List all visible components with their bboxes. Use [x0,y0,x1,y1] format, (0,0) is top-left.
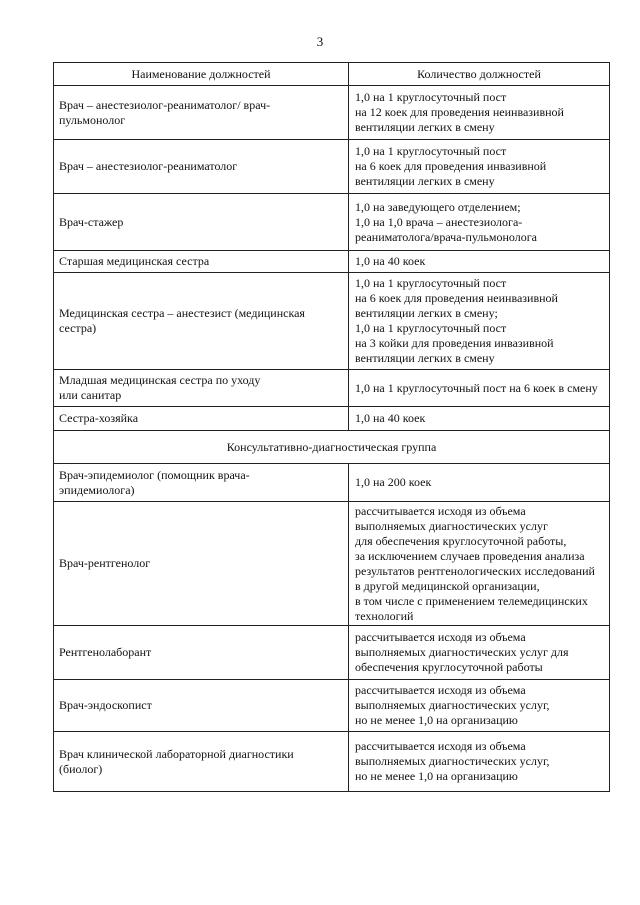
position-count [349,732,610,792]
table-header-row [54,63,610,86]
position-count [349,273,610,370]
table-row [54,251,610,273]
position-count [349,502,610,626]
position-count-line: вентиляции легких в смену [355,351,495,365]
position-count-line: на 12 коек для проведения неинвазивной [355,105,564,119]
position-count-line: 1,0 на 1 круглосуточный пост на 6 коек в смену [355,380,598,395]
position-name-line: пульмонолог [59,112,126,127]
position-count-line: 1,0 на 40 коек [355,254,426,268]
position-name [54,251,349,273]
position-name [54,626,349,680]
position-count [349,251,610,273]
position-name-line: Врач-стажер [59,214,124,229]
position-count-line: обеспечения круглосуточной работы [355,660,543,674]
position-name-line: Сестра-хозяйка [59,411,139,425]
position-name-line: Старшая медицинская сестра [59,254,210,268]
position-count-line: рассчитывается исходя из объема [355,739,526,753]
position-count-line: технологий [355,608,414,623]
position-count-line: на 6 коек для проведения неинвазивной [355,291,558,305]
position-count-line: результатов рентгенологических исследований [355,563,595,578]
table-row [54,732,610,792]
position-count [349,140,610,194]
position-name [54,502,349,626]
position-count-line: но не менее 1,0 на организацию [355,713,518,727]
position-count-line: на 6 коек для проведения инвазивной [355,159,547,173]
position-count [349,680,610,732]
page-number: 3 [316,34,324,49]
position-name [54,140,349,194]
table-row [54,502,610,626]
position-count-line: рассчитывается исходя из объема [355,630,526,644]
position-count-line: 1,0 на 1,0 врача – анестезиолога- [355,214,523,229]
position-name-line: эпидемиолога) [59,482,135,497]
column-header-count: Количество должностей [349,63,610,86]
position-count-line: выполняемых диагностических услуг, [355,754,550,768]
position-count-line: в том числе с применением телемедицинских [355,593,588,608]
section-title: Консультативно-диагностическая группа [54,431,610,464]
position-name [54,407,349,431]
table-row [54,273,610,370]
position-name [54,370,349,407]
position-count-line: 1,0 на 1 круглосуточный пост [355,276,507,290]
position-count-line: но не менее 1,0 на организацию [355,769,518,783]
table-row [54,464,610,502]
position-count-line: рассчитывается исходя из объема [355,503,526,518]
position-name [54,680,349,732]
position-count-line: в другой медицинской организации, [355,578,540,593]
position-count-line: 1,0 на 1 круглосуточный пост [355,321,507,335]
position-name-line: Врач клинической лабораторной диагностики [59,746,294,761]
position-count-line: вентиляции легких в смену [355,120,495,134]
position-count [349,194,610,251]
position-name-line: Рентгенолаборант [59,645,152,659]
table-row [54,407,610,431]
table-row [54,680,610,732]
position-count-line: выполняемых диагностических услуг [355,518,548,533]
position-count [349,370,610,407]
position-name-line: Младшая медицинская сестра по уходу [59,373,261,387]
table-row [54,194,610,251]
position-count-line: 1,0 на заведующего отделением; [355,199,521,214]
section-row [54,431,610,464]
position-name-line: Врач-рентгенолог [59,556,151,570]
position-name-line: (биолог) [59,761,103,776]
position-count-line: для обеспечения круглосуточной работы, [355,533,567,548]
position-name-line: Медицинская сестра – анестезист (медицинская [59,306,305,320]
position-count-line: реаниматолога/врача-пульмонолога [355,229,537,244]
position-name-line: Врач-эндоскопист [59,698,152,712]
position-name-line: сестра) [59,321,97,335]
position-count [349,407,610,431]
position-count-line: за исключением случаев проведения анализа [355,548,585,563]
position-count-line: выполняемых диагностических услуг для [355,645,569,659]
position-name [54,194,349,251]
staffing-table [53,62,610,792]
position-count-line: вентиляции легких в смену [355,174,495,188]
table-row [54,140,610,194]
position-count [349,464,610,502]
position-name [54,732,349,792]
position-name [54,86,349,140]
position-count-line: вентиляции легких в смену; [355,306,498,320]
position-name-line: Врач – анестезиолог-реаниматолог [59,159,238,173]
position-count-line: 1,0 на 1 круглосуточный пост [355,144,507,158]
position-count [349,626,610,680]
position-name-line: Врач-эпидемиолог (помощник врача- [59,467,250,482]
position-count-line: 1,0 на 1 круглосуточный пост [355,90,507,104]
position-count-line: выполняемых диагностических услуг, [355,698,550,712]
position-count-line: 1,0 на 200 коек [355,475,432,489]
position-name [54,273,349,370]
position-count-line: 1,0 на 40 коек [355,411,426,425]
position-name [54,464,349,502]
table-row [54,626,610,680]
position-count-line: рассчитывается исходя из объема [355,683,526,697]
table-row [54,86,610,140]
table-row [54,370,610,407]
position-count-line: на 3 койки для проведения инвазивной [355,336,554,350]
position-name-line: Врач – анестезиолог-реаниматолог/ врач- [59,97,271,112]
position-name-line: или санитар [59,388,122,402]
position-count [349,86,610,140]
column-header-position: Наименование должностей [54,63,349,86]
